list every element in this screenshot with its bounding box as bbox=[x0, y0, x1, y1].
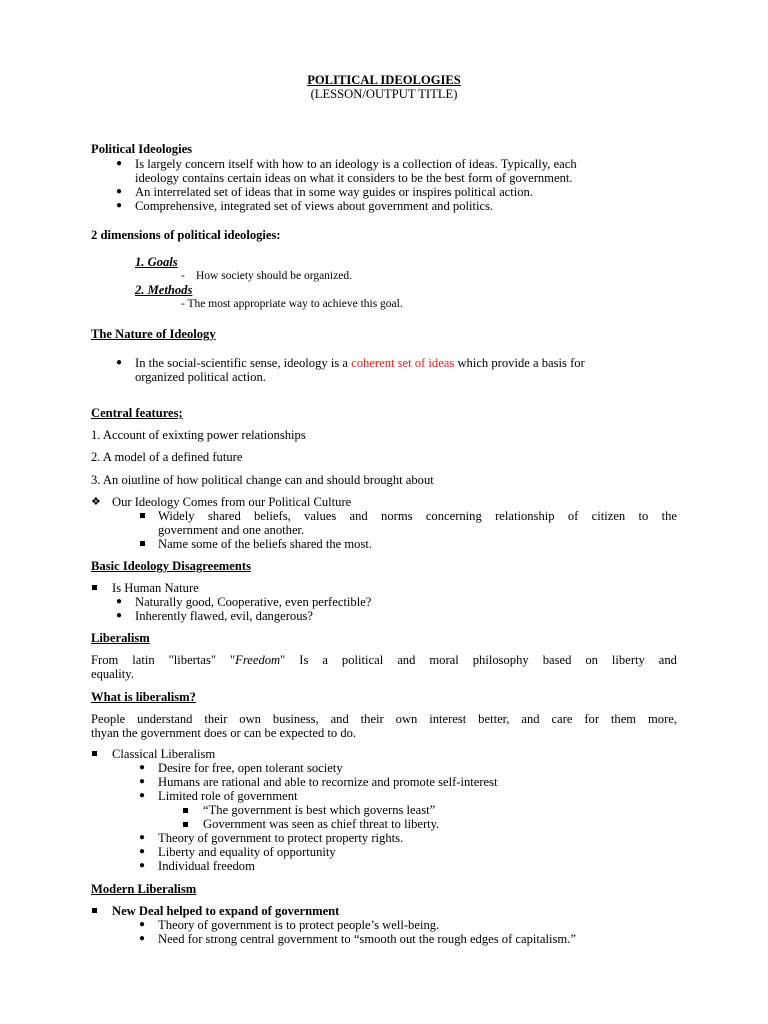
section-heading-disagreements: Basic Ideology Disagreements bbox=[91, 559, 251, 573]
methods-text: - The most appropriate way to achieve this goal. bbox=[181, 298, 403, 310]
bullet-dot: ● bbox=[116, 158, 123, 169]
goals-label: 1. Goals bbox=[135, 255, 178, 269]
section-heading-dimensions: 2 dimensions of political ideologies: bbox=[91, 228, 281, 242]
bullet-dot: ● bbox=[139, 832, 146, 843]
list-item: Individual freedom bbox=[158, 859, 255, 873]
bullet-dot: ● bbox=[116, 610, 123, 621]
disagreement-item: Is Human Nature bbox=[112, 581, 199, 595]
nature-highlight: coherent set of ideas bbox=[351, 356, 455, 370]
list-item: Humans are rational and able to recornize and promote self-interest bbox=[158, 775, 498, 789]
bullet-dot: ● bbox=[116, 186, 123, 197]
modern-item: New Deal helped to expand of government bbox=[112, 904, 340, 918]
culture-sub1-line2: government and one another. bbox=[158, 523, 305, 537]
section-heading-central: Central features; bbox=[91, 406, 183, 420]
goals-dash: - bbox=[181, 270, 185, 282]
list-item: Comprehensive, integrated set of views about government and politics. bbox=[135, 199, 494, 213]
liberalism-line-1 bbox=[91, 653, 677, 667]
document-subtitle: (LESSON/OUTPUT TITLE) bbox=[310, 87, 458, 101]
bullet-dot: ● bbox=[139, 860, 146, 871]
list-item: Theory of government is to protect people’s well-being. bbox=[158, 918, 440, 932]
bullet-dot: ● bbox=[139, 846, 146, 857]
bullet-dot: ● bbox=[139, 790, 146, 801]
list-item: Desire for free, open tolerant society bbox=[158, 761, 343, 775]
culture-heading: Our Ideology Comes from our Political Culture bbox=[112, 495, 352, 509]
square-bullet-icon bbox=[140, 541, 145, 546]
section-heading-nature: The Nature of Ideology bbox=[91, 327, 216, 341]
square-bullet-icon bbox=[92, 585, 97, 590]
list-item: Liberty and equality of opportunity bbox=[158, 845, 336, 859]
nature-line-2: organized political action. bbox=[135, 370, 266, 384]
nature-text-before: In the social-scientific sense, ideology is a bbox=[135, 356, 352, 370]
list-item: Limited role of government bbox=[158, 789, 298, 803]
nature-text-after: which provide a basis for bbox=[454, 356, 585, 370]
culture-sub1-line1: Widely shared beliefs, values and norms concerning relationship of citizen to the bbox=[158, 509, 677, 523]
classical-label: Classical Liberalism bbox=[112, 747, 216, 761]
bullet-dot: ● bbox=[139, 776, 146, 787]
document-title: POLITICAL IDEOLOGIES bbox=[307, 73, 461, 87]
bullet-dot: ● bbox=[116, 596, 123, 607]
list-item: Need for strong central government to “smooth out the rough edges of capitalism.” bbox=[158, 932, 576, 946]
square-bullet-icon bbox=[183, 808, 188, 813]
nested-item: “The government is best which governs least” bbox=[203, 803, 436, 817]
list-item: 2. A model of a defined future bbox=[91, 450, 243, 464]
list-item: Is largely concern itself with how to an ideology is a collection of ideas. Typically, each bbox=[135, 157, 577, 171]
bullet-dot: ● bbox=[139, 762, 146, 773]
list-item: An interrelated set of ideas that in some way guides or inspires political action. bbox=[135, 185, 533, 199]
methods-label: 2. Methods bbox=[135, 283, 193, 297]
bullet-dot: ● bbox=[139, 933, 146, 944]
section-heading-political-ideologies: Political Ideologies bbox=[91, 142, 193, 156]
list-item: 1. Account of exixting power relationships bbox=[91, 428, 306, 442]
what-is-line-1: People understand their own business, and their own interest better, and care for them more, bbox=[91, 712, 677, 726]
section-heading-liberalism: Liberalism bbox=[91, 631, 150, 645]
nested-item: Government was seen as chief threat to liberty. bbox=[203, 817, 440, 831]
list-item: Theory of government to protect property rights. bbox=[158, 831, 404, 845]
square-bullet-icon bbox=[92, 751, 97, 756]
square-bullet-icon bbox=[140, 513, 145, 518]
goals-text: How society should be organized. bbox=[196, 270, 352, 282]
list-item: Inherently flawed, evil, dangerous? bbox=[135, 609, 313, 623]
bullet-dot: ● bbox=[139, 919, 146, 930]
bullet-dot: ● bbox=[116, 357, 123, 368]
section-heading-modern-liberalism: Modern Liberalism bbox=[91, 882, 197, 896]
liberalism-freedom: Freedom bbox=[235, 653, 281, 667]
square-bullet-icon bbox=[92, 908, 97, 913]
nature-line-1 bbox=[135, 356, 585, 370]
section-heading-what-is-liberalism: What is liberalism? bbox=[91, 690, 196, 704]
list-item: 3. An oiutline of how political change can and should brought about bbox=[91, 473, 434, 487]
liberalism-line-2: equality. bbox=[91, 667, 134, 681]
bullet-dot: ● bbox=[116, 200, 123, 211]
what-is-line-2: thyan the government does or can be expected to do. bbox=[91, 726, 357, 740]
liberalism-text-b: " Is a political and moral philosophy based on liberty and bbox=[280, 653, 677, 667]
liberalism-text-a: From latin "libertas" " bbox=[91, 653, 236, 667]
culture-sub2: Name some of the beliefs shared the most. bbox=[158, 537, 373, 551]
square-bullet-icon bbox=[183, 822, 188, 827]
diamond-bullet-icon: ❖ bbox=[91, 496, 101, 508]
list-item-continuation: ideology contains certain ideas on what it considers to be the best form of government. bbox=[135, 171, 573, 185]
list-item: Naturally good, Cooperative, even perfectible? bbox=[135, 595, 372, 609]
